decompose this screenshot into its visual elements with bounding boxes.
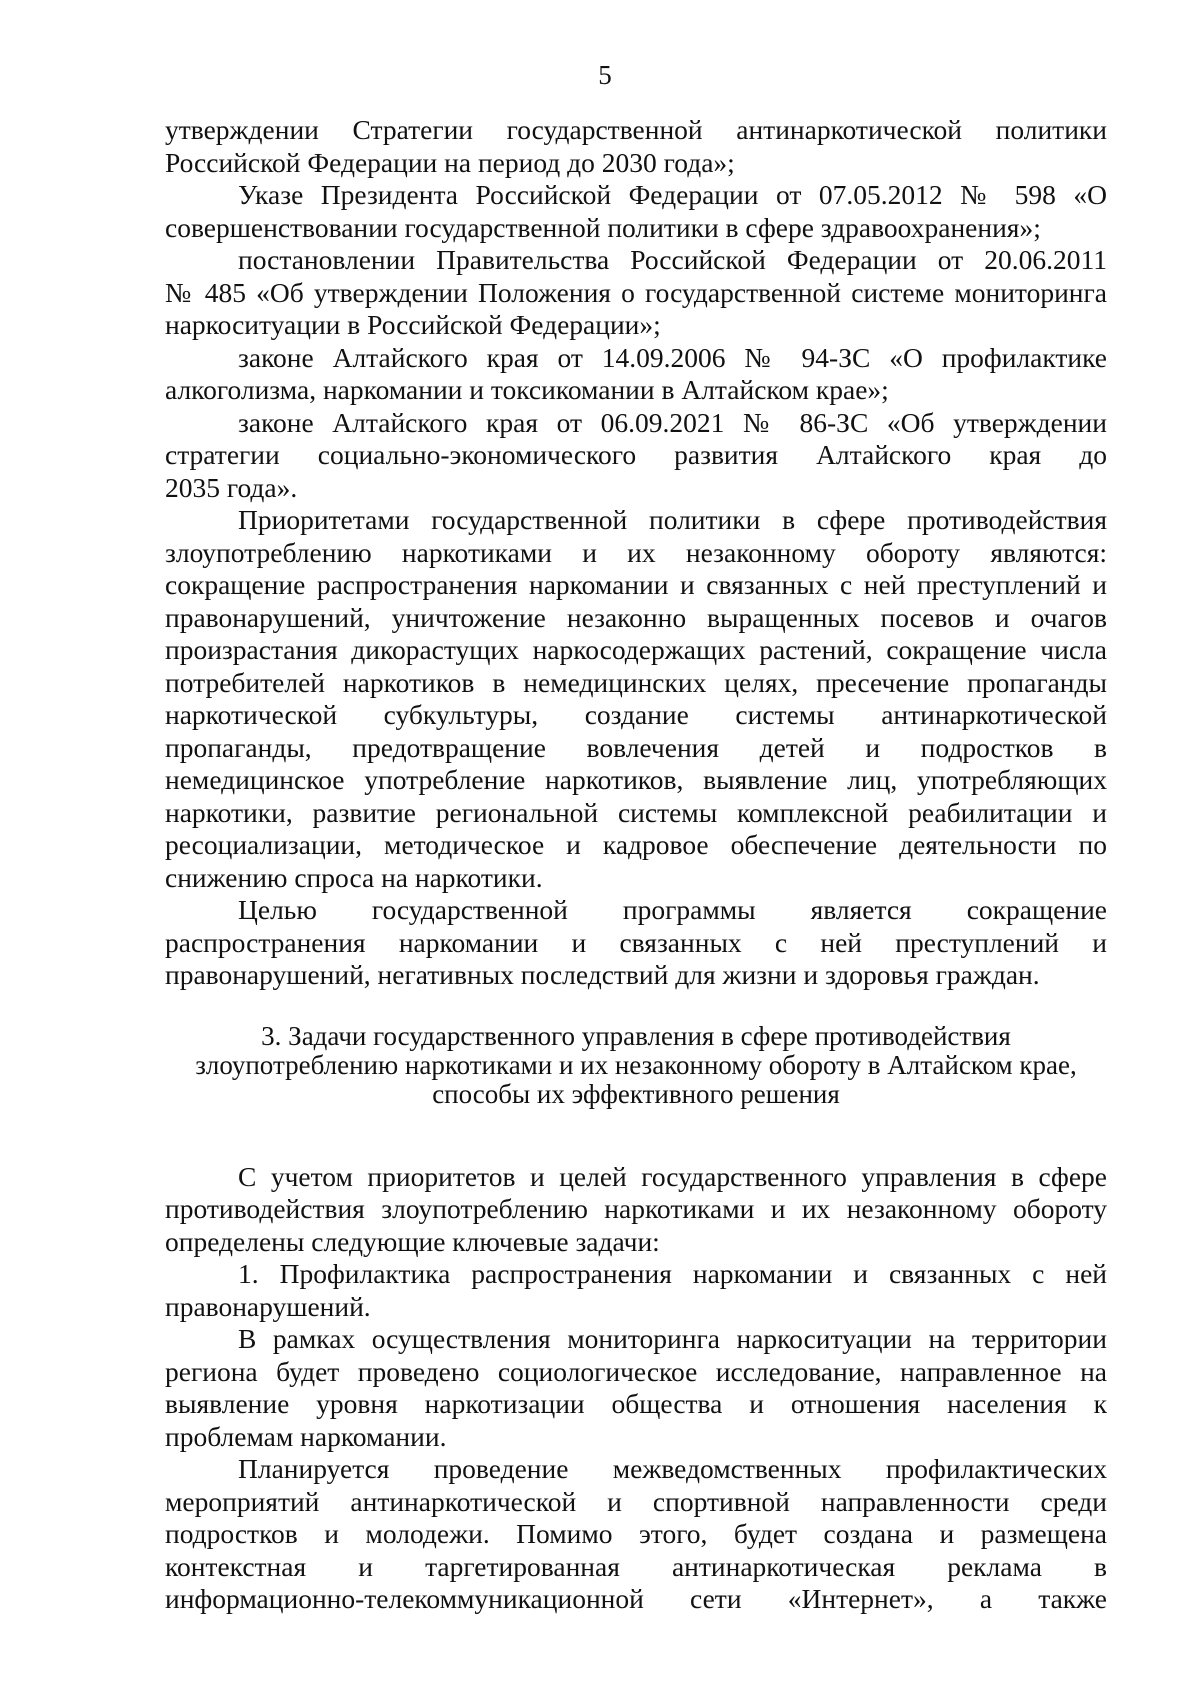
text-line: определены следующие ключевые задачи: [165, 1225, 660, 1257]
page-number: 5 [598, 60, 612, 90]
document-body [165, 114, 1107, 1616]
text-line: законе Алтайского края от 06.09.2021 № 86-ЗС «Об утверждении [238, 406, 1107, 438]
paragraph-monitoring [165, 1323, 1107, 1453]
paragraph-presidential-decree [165, 179, 1107, 244]
text-line: 2035 года». [165, 471, 298, 503]
text-line: наркоситуации в Российской Федерации»; [165, 309, 661, 340]
paragraph-key-tasks-intro [165, 1161, 1107, 1259]
text-line: 1. Профилактика распространения наркомании и связанных с ней [238, 1258, 1107, 1289]
heading-line: способы их эффективного решения [432, 1078, 840, 1109]
paragraph-program-goal [165, 894, 1107, 992]
text-line: информационно-телекоммуникационной сети «Интернет», а также [165, 1583, 1107, 1614]
text-line: ресоциализации, методическое и кадровое обеспечение деятельности по [165, 829, 1107, 860]
text-line: Российской Федерации на период до 2030 года»; [165, 146, 735, 178]
text-line: мероприятий антинаркотической и спортивной направленности среди [165, 1485, 1107, 1517]
text-line: С учетом приоритетов и целей государственного управления в сфере [238, 1160, 1107, 1192]
text-line: наркотики, развитие региональной системы комплексной реабилитации и [165, 796, 1107, 828]
text-line: утверждении Стратегии государственной антинаркотической политики [165, 114, 1107, 145]
text-line: произрастания дикорастущих наркосодержащих растений, сокращение числа [165, 634, 1107, 665]
section-heading [165, 1022, 1107, 1109]
text-line: правонарушений, негативных последствий для жизни и здоровья граждан. [165, 959, 1040, 990]
spacer [165, 992, 1107, 1022]
text-line: совершенствовании государственной политики в сфере здравоохранения»; [165, 211, 1041, 243]
text-line: противодействия злоупотреблению наркотиками и их незаконному обороту [165, 1193, 1107, 1224]
text-line: правонарушений. [165, 1290, 371, 1322]
text-line: сокращение распространения наркомании и связанных с ней преступлений и [165, 569, 1107, 600]
paragraph-strategy-reference [165, 114, 1107, 179]
text-line: контекстная и таргетированная антинаркотическая реклама в [165, 1550, 1107, 1582]
text-line: стратегии социально-экономического развития Алтайского края до [165, 439, 1107, 470]
text-line: наркотической субкультуры, создание системы антинаркотической [165, 699, 1107, 730]
text-line: Целью государственной программы является сокращение [238, 894, 1107, 925]
text-line: снижению спроса на наркотики. [165, 861, 543, 893]
heading-line: злоупотреблению наркотиками и их незаконному обороту в Алтайском крае, [195, 1049, 1077, 1080]
text-line: потребителей наркотиков в немедицинских целях, пресечение пропаганды [165, 666, 1107, 698]
text-line: злоупотреблению наркотиками и их незаконному обороту являются: [165, 536, 1107, 568]
text-line: В рамках осуществления мониторинга наркоситуации на территории [238, 1323, 1107, 1354]
text-line: Планируется проведение межведомственных профилактических [238, 1453, 1107, 1484]
text-line: алкоголизма, наркомании и токсикомании в Алтайском крае»; [165, 374, 889, 405]
text-line: подростков и молодежи. Помимо этого, будет создана и размещена [165, 1518, 1107, 1549]
paragraph-government-resolution [165, 244, 1107, 342]
text-line: Приоритетами государственной политики в сфере противодействия [238, 504, 1107, 535]
text-line: Указе Президента Российской Федерации от 07.05.2012 № 598 «О [238, 179, 1107, 210]
text-line: № 485 «Об утверждении Положения о государственной системе мониторинга [165, 276, 1107, 308]
text-line: постановлении Правительства Российской Федерации от 20.06.2011 [238, 244, 1107, 275]
spacer [165, 1109, 1107, 1161]
text-line: проблемам наркомании. [165, 1420, 447, 1452]
paragraph-priorities [165, 504, 1107, 894]
paragraph-regional-law-2006 [165, 342, 1107, 407]
text-line: правонарушений, уничтожение незаконно выращенных посевов и очагов [165, 601, 1107, 633]
text-line: законе Алтайского края от 14.09.2006 № 94-ЗС «О профилактике [238, 341, 1107, 373]
heading-line: 3. Задачи государственного управления в сфере противодействия [261, 1020, 1011, 1051]
paragraph-planned-activities [165, 1453, 1107, 1616]
paragraph-task-1 [165, 1258, 1107, 1323]
text-line: пропаганды, предотвращение вовлечения детей и подростков в [165, 731, 1107, 763]
text-line: распространения наркомании и связанных с ней преступлений и [165, 926, 1107, 958]
paragraph-regional-law-2021 [165, 407, 1107, 505]
text-line: выявление уровня наркотизации общества и отношения населения к [165, 1388, 1107, 1419]
text-line: немедицинское употребление наркотиков, выявление лиц, употребляющих [165, 764, 1107, 795]
text-line: региона будет проведено социологическое исследование, направленное на [165, 1355, 1107, 1387]
